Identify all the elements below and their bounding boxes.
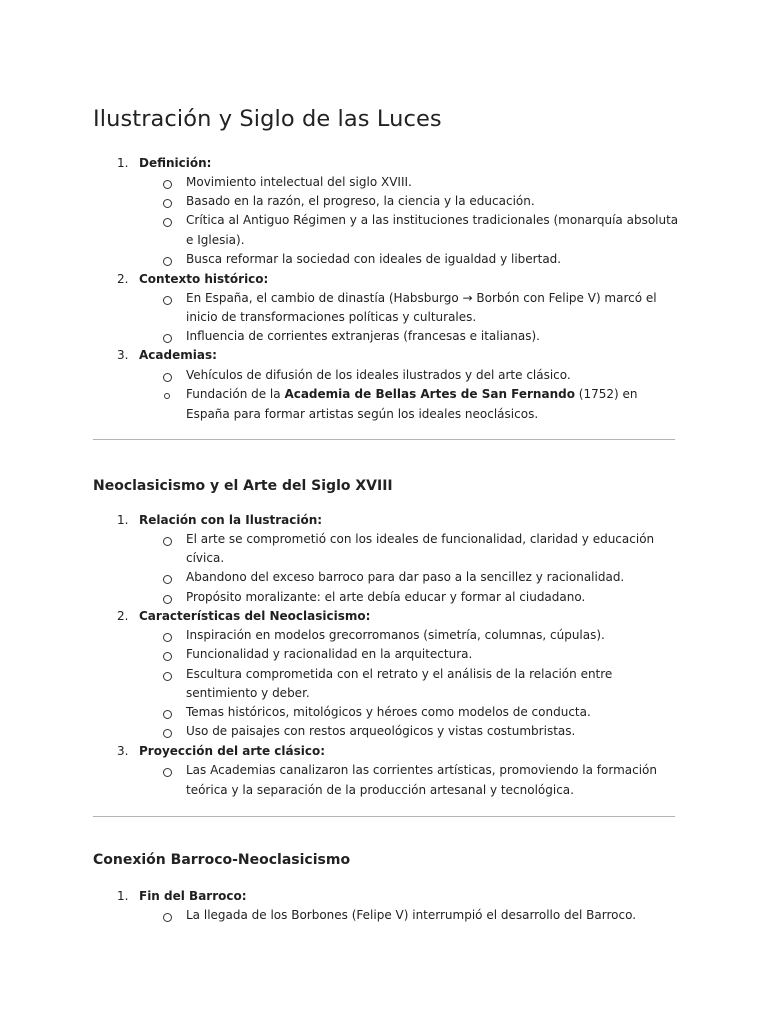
bullet-text: Vehículos de difusión de los ideales ilustrados y del arte clásico.	[186, 368, 571, 382]
circle-bullet-icon	[163, 257, 172, 266]
circle-bullet-icon	[163, 296, 172, 305]
bullet-text: Basado en la razón, el progreso, la ciencia y la educación.	[186, 194, 535, 208]
section-title-ilustracion: Ilustración y Siglo de las Luces	[93, 106, 442, 132]
list-number: 1.	[117, 156, 129, 170]
circle-bullet-icon	[163, 913, 172, 922]
list-item-label: Definición:	[139, 156, 212, 170]
bullet-text: Propósito moralizante: el arte debía educar y formar al ciudadano.	[186, 590, 586, 604]
section-title-neoclasicismo: Neoclasicismo y el Arte del Siglo XVIII	[93, 478, 393, 494]
circle-bullet-icon	[163, 729, 172, 738]
small-circle-bullet-icon	[164, 393, 170, 399]
list-item-label: Contexto histórico:	[139, 272, 269, 286]
bullet-text-continued: cívica.	[186, 551, 225, 565]
circle-bullet-icon	[163, 537, 172, 546]
circle-bullet-icon	[163, 652, 172, 661]
bullet-text: En España, el cambio de dinastía (Habsburgo → Borbón con Felipe V) marcó el	[186, 291, 657, 305]
bullet-text: Las Academias canalizaron las corrientes artísticas, promoviendo la formación	[186, 763, 658, 777]
list-item-label: Relación con la Ilustración:	[139, 513, 323, 527]
list-item-label: Proyección del arte clásico:	[139, 744, 326, 758]
list-number: 2.	[117, 609, 129, 623]
circle-bullet-icon	[163, 595, 172, 604]
bullet-text: Abandono del exceso barroco para dar paso a la sencillez y racionalidad.	[186, 570, 625, 584]
bullet-text: Movimiento intelectual del siglo XVIII.	[186, 175, 412, 189]
bullet-text: Influencia de corrientes extranjeras (francesas e italianas).	[186, 329, 540, 343]
bullet-text: Funcionalidad y racionalidad en la arquitectura.	[186, 647, 473, 661]
list-item-label: Fin del Barroco:	[139, 889, 247, 903]
bullet-text: Busca reformar la sociedad con ideales de igualdad y libertad.	[186, 252, 562, 266]
bullet-text: Crítica al Antiguo Régimen y a las instituciones tradicionales (monarquía absoluta	[186, 213, 679, 227]
bullet-text-with-bold: Fundación de la Academia de Bellas Artes de San Fernando (1752) en	[186, 387, 638, 401]
circle-bullet-icon	[163, 334, 172, 343]
circle-bullet-icon	[163, 199, 172, 208]
list-item-label: Características del Neoclasicismo:	[139, 609, 371, 623]
bullet-text-continued: e Iglesia).	[186, 233, 245, 247]
list-number: 1.	[117, 889, 129, 903]
bullet-text: Uso de paisajes con restos arqueológicos y vistas costumbristas.	[186, 724, 576, 738]
list-number: 1.	[117, 513, 129, 527]
bullet-text-continued: teórica y la separación de la producción artesanal y tecnológica.	[186, 783, 574, 797]
academy-name: Academia de Bellas Artes de San Fernando	[284, 387, 575, 401]
section-divider	[93, 816, 675, 817]
list-number: 3.	[117, 744, 129, 758]
circle-bullet-icon	[163, 575, 172, 584]
bullet-text: El arte se comprometió con los ideales de funcionalidad, claridad y educación	[186, 532, 655, 546]
list-item-label: Academias:	[139, 348, 217, 362]
bullet-text-continued: inicio de transformaciones políticas y culturales.	[186, 310, 477, 324]
circle-bullet-icon	[163, 180, 172, 189]
circle-bullet-icon	[163, 373, 172, 382]
circle-bullet-icon	[163, 218, 172, 227]
circle-bullet-icon	[163, 710, 172, 719]
bullet-text: Inspiración en modelos grecorromanos (simetría, columnas, cúpulas).	[186, 628, 605, 642]
section-title-conexion: Conexión Barroco-Neoclasicismo	[93, 852, 351, 868]
bullet-text: Temas históricos, mitológicos y héroes como modelos de conducta.	[186, 705, 591, 719]
section-divider	[93, 439, 675, 440]
circle-bullet-icon	[163, 672, 172, 681]
bullet-text-continued: sentimiento y deber.	[186, 686, 310, 700]
bullet-text: La llegada de los Borbones (Felipe V) interrumpió el desarrollo del Barroco.	[186, 908, 637, 922]
circle-bullet-icon	[163, 768, 172, 777]
list-number: 2.	[117, 272, 129, 286]
bullet-text: Escultura comprometida con el retrato y el análisis de la relación entre	[186, 667, 613, 681]
list-number: 3.	[117, 348, 129, 362]
bullet-text-continued: España para formar artistas según los ideales neoclásicos.	[186, 407, 539, 421]
circle-bullet-icon	[163, 633, 172, 642]
